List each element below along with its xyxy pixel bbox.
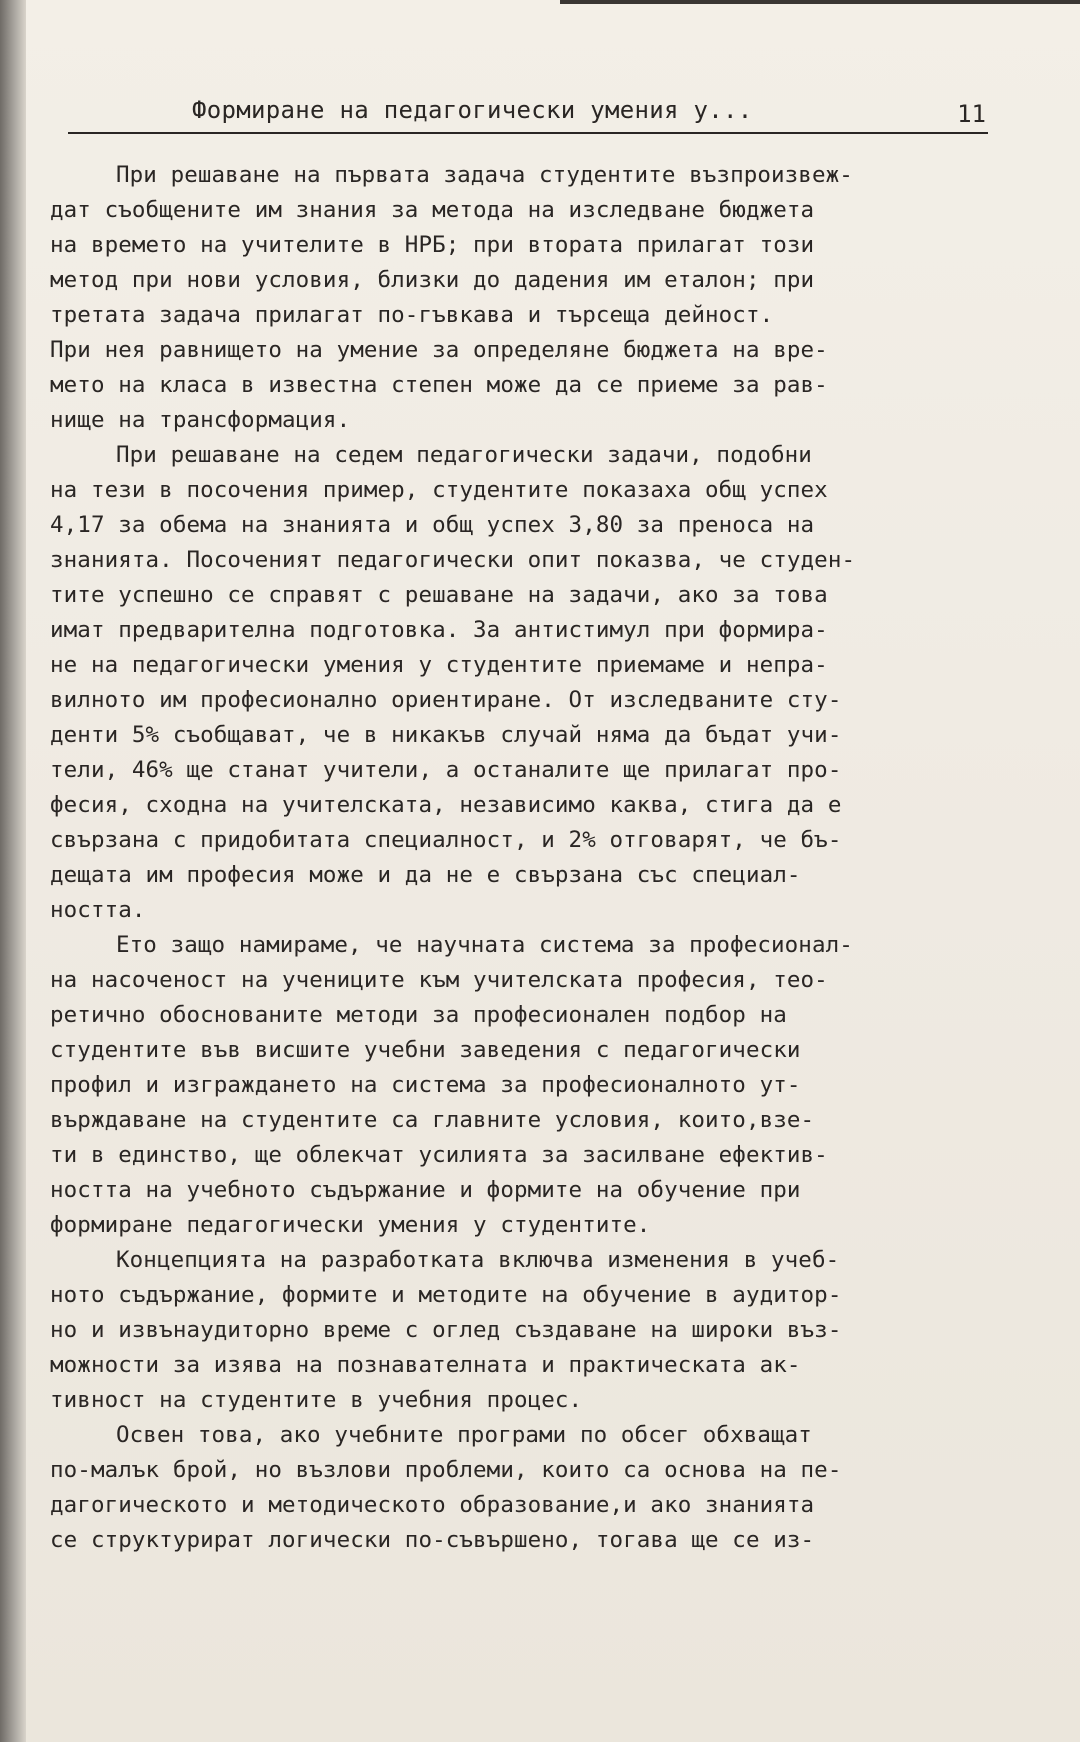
text-line: но и извънаудиторно време с оглед създаване на широки въз-	[50, 1317, 842, 1343]
text-line: знанията. Посоченият педагогически опит показва, че студен-	[50, 547, 856, 573]
text-line: на насоченост на учениците към учителската професия, тео-	[50, 967, 828, 993]
text-line: тели, 46% ще станат учители, а останалите ще прилагат про-	[50, 757, 842, 783]
text-line: При решаване на седем педагогически задачи, подобни	[116, 442, 812, 468]
text-line: по-малък брой, но възлови проблеми, които са основа на пе-	[50, 1457, 842, 1483]
text-line: ността.	[50, 897, 146, 923]
text-line: фесия, сходна на учителската, независимо каква, стига да е	[50, 792, 842, 818]
text-line: ретично обоснованите методи за професионален подбор на	[50, 1002, 787, 1028]
text-line: дещата им професия може и да не е свързана със специал-	[50, 862, 801, 888]
text-line: на тези в посочения пример, студентите показаха общ успех	[50, 477, 828, 503]
text-line: можности за изява на познавателната и практическата ак-	[50, 1352, 801, 1378]
body-text	[50, 158, 990, 1558]
text-line: ното съдържание, формите и методите на обучение в аудитор-	[50, 1282, 842, 1308]
text-line: ността на учебното съдържание и формите на обучение при	[50, 1177, 801, 1203]
text-line: метод при нови условия, близки до дадения им еталон; при	[50, 267, 815, 293]
text-line: При нея равнището на умение за определяне бюджета на вре-	[50, 337, 828, 363]
text-line: нище на трансформация.	[50, 407, 351, 433]
paragraph	[50, 1418, 990, 1558]
page-top-edge	[560, 0, 1080, 4]
text-line: студентите във висшите учебни заведения с педагогически	[50, 1037, 801, 1063]
text-line: свързана с придобитата специалност, и 2% отговарят, че бъ-	[50, 827, 842, 853]
text-line: формиране педагогически умения у студентите.	[50, 1212, 651, 1238]
text-line: върждаване на студентите са главните условия, които,взе-	[50, 1107, 815, 1133]
text-line: Концепцията на разработката включва изменения в учеб-	[116, 1247, 840, 1273]
text-line: Освен това, ако учебните програми по обсег обхващат	[116, 1422, 812, 1448]
text-line: Ето защо намираме, че научната система за професионал-	[116, 932, 853, 958]
text-line: третата задача прилагат по-гъвкава и търсеща дейност.	[50, 302, 774, 328]
paragraph	[50, 158, 990, 438]
text-line: се структурират логически по-съвършено, тогава ще се из-	[50, 1527, 815, 1553]
text-line: 4,17 за обема на знанията и общ успех 3,80 за преноса на	[50, 512, 815, 538]
running-header	[68, 92, 988, 134]
text-line: имат предварителна подготовка. За антистимул при формира-	[50, 617, 828, 643]
text-line: ти в единство, ще облекчат усилията за засилване ефектив-	[50, 1142, 828, 1168]
text-line: При решаване на първата задача студентите възпроизвеж-	[116, 162, 853, 188]
text-line: не на педагогически умения у студентите приемаме и непра-	[50, 652, 828, 678]
text-line: вилното им професионално ориентиране. От изследваните сту-	[50, 687, 842, 713]
text-line: на времето на учителите в НРБ; при втората прилагат този	[50, 232, 815, 258]
text-line: денти 5% съобщават, че в никакъв случай няма да бъдат учи-	[50, 722, 842, 748]
text-line: тивност на студентите в учебния процес.	[50, 1387, 583, 1413]
paragraph	[50, 438, 990, 928]
paragraph	[50, 1243, 990, 1418]
book-spine	[0, 0, 26, 1742]
page-number: 11	[957, 100, 986, 128]
text-line: дагогическото и методическото образование,и ако знанията	[50, 1492, 815, 1518]
text-line: профил и изграждането на система за професионалното ут-	[50, 1072, 801, 1098]
text-line: тите успешно се справят с решаване на задачи, ако за това	[50, 582, 828, 608]
running-title: Формиране на педагогически умения у...	[192, 96, 753, 124]
paragraph	[50, 928, 990, 1243]
text-line: дат съобщените им знания за метода на изследване бюджета	[50, 197, 815, 223]
text-line: мето на класа в известна степен може да се приеме за рав-	[50, 372, 828, 398]
